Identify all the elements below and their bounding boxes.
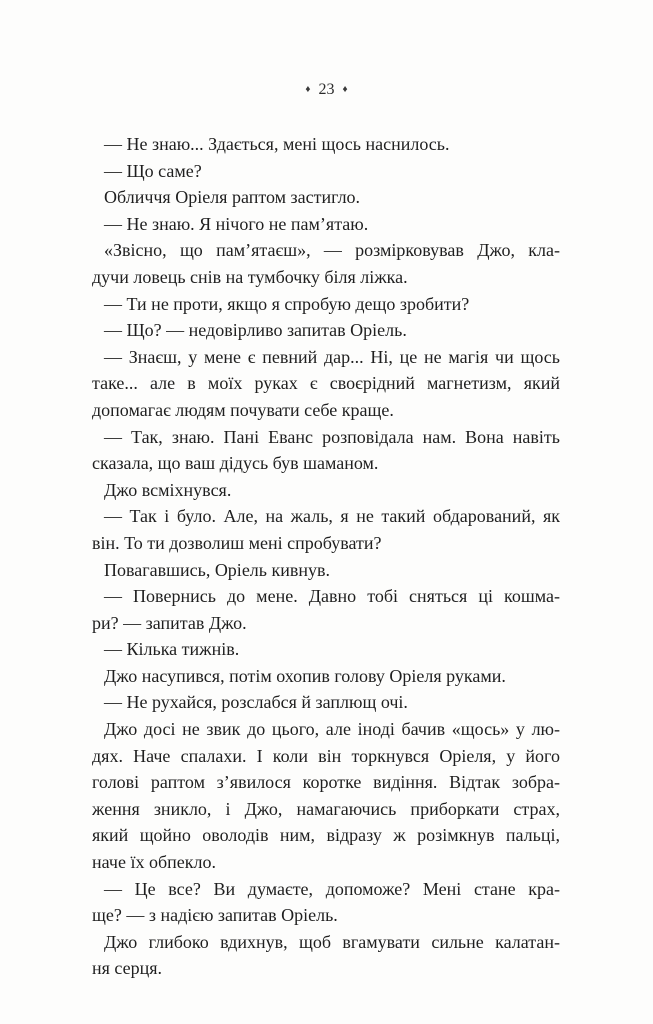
text-line: ня серця. <box>92 958 163 979</box>
text-line: — Знаєш, у мене є певний дар... Ні, це не магія чи щось <box>104 346 560 367</box>
text-line: — Кілька тижнів. <box>104 639 240 660</box>
text-line: Джо насупився, потім охопив голову Оріеля руками. <box>104 665 506 686</box>
text-line: дучи ловець снів на тумбочку біля ліжка. <box>92 266 408 287</box>
text-line: Джо всміхнувся. <box>104 479 232 500</box>
text-line: — Не знаю... Здається, мені щось наснилось. <box>104 134 450 154</box>
text-line: голові раптом з’явилося коротке видіння. Відтак зобра- <box>92 772 560 793</box>
text-line: ри? — запитав Джо. <box>92 612 247 633</box>
text-line: Обличчя Оріеля раптом застигло. <box>104 187 361 208</box>
text-line: — Так, знаю. Пані Еванс розповідала нам. Вона навіть <box>104 426 560 447</box>
text-line: ження зникло, і Джо, намагаючись приборкати страх, <box>92 798 560 819</box>
text-line: він. То ти дозволиш мені спробувати? <box>92 532 382 553</box>
text-line: — Що саме? <box>104 160 202 181</box>
text-line: — Повернись до мене. Давно тобі сняться ці кошма- <box>104 586 560 607</box>
text-line: таке... але в моїх руках є своєрідний магнетизм, який <box>92 373 560 394</box>
text-line: Джо досі не звик до цього, але іноді бачив «щось» у лю- <box>104 719 560 740</box>
body-text <box>92 131 560 982</box>
text-line: — Це все? Ви думаєте, допоможе? Мені стане кра- <box>104 878 560 899</box>
text-line: який щойно оволодів ним, відразу ж розімкнув пальці, <box>92 825 560 846</box>
text-line: — Що? — недовірливо запитав Оріель. <box>104 320 407 341</box>
text-line: допомагає людям почувати себе краще. <box>92 399 394 420</box>
text-line: — Так і було. Але, на жаль, я не такий обдарований, як <box>104 506 560 527</box>
text-line: ще? — з надією запитав Оріель. <box>92 905 338 926</box>
text-line: «Звісно, що пам’ятаєш», — розмірковував Джо, кла- <box>104 240 560 261</box>
diamond-ornament-right-icon: ♦ <box>342 84 348 95</box>
diamond-ornament-left-icon: ♦ <box>305 84 311 95</box>
text-line: — Не рухайся, розслабся й заплющ очі. <box>104 692 408 713</box>
text-line: дях. Наче спалахи. І коли він торкнувся Оріеля, у його <box>92 745 560 766</box>
text-line: Джо глибоко вдихнув, щоб вгамувати сильне калатан- <box>104 931 560 952</box>
text-line: наче їх обпекло. <box>92 852 216 873</box>
text-line: — Не знаю. Я нічого не пам’ятаю. <box>104 213 369 234</box>
page-number: 23 <box>318 81 335 98</box>
text-line: Повагавшись, Оріель кивнув. <box>104 559 331 580</box>
text-line: — Ти не проти, якщо я спробую дещо зробити? <box>104 293 470 314</box>
page-header <box>0 80 653 100</box>
text-line: сказала, що ваш дідусь був шаманом. <box>92 453 379 474</box>
